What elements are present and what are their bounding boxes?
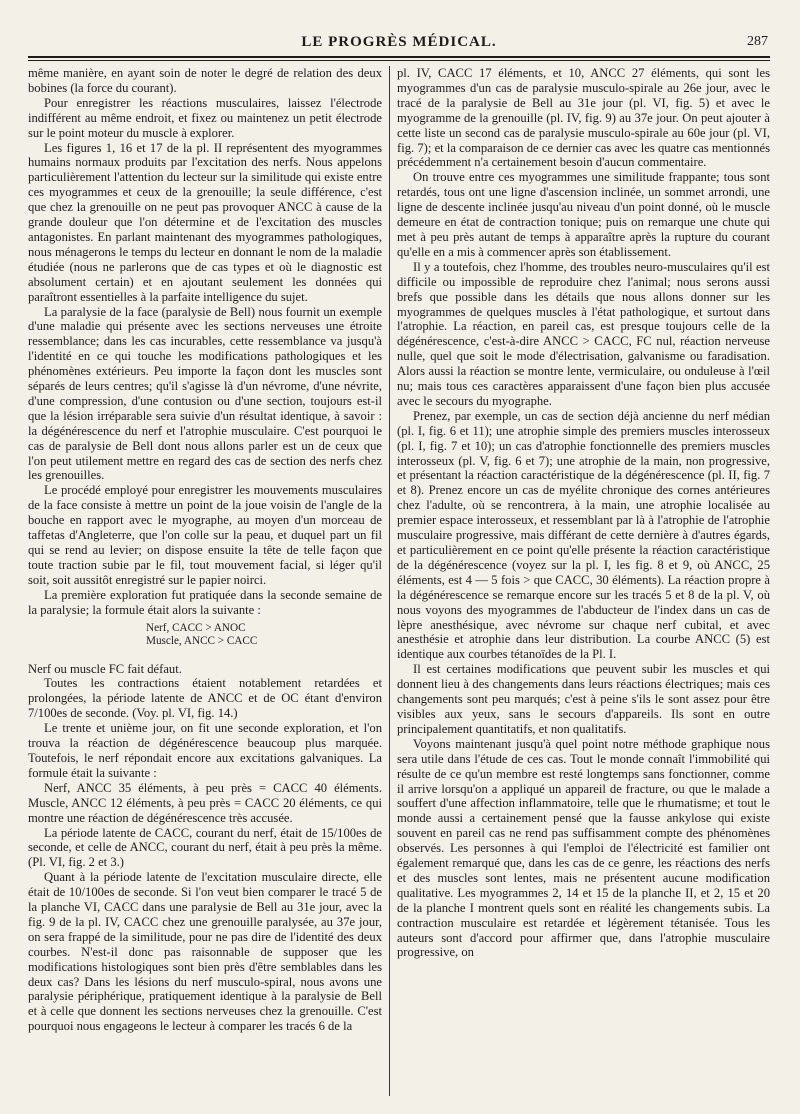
right-column <box>397 66 770 1096</box>
paragraph: La première exploration fut pratiquée dans la seconde semaine de la paralysie; la formule était alors la suivante : <box>28 587 382 617</box>
left-column <box>28 66 382 1096</box>
paragraph: Le trente et unième jour, on fit une seconde exploration, et l'on trouva la réaction de dégénérescence beaucoup plus marquée. Toutefois, le nerf répondait encore aux excitations galvaniques. La formule était la suivante : <box>28 721 382 780</box>
journal-title: LE PROGRÈS MÉDICAL. <box>301 34 497 50</box>
paragraph: Nerf, ANCC 35 éléments, à peu près = CACC 40 éléments. Muscle, ANCC 12 éléments, à peu près = CACC 20 éléments, ce qui montre une réaction de dégénérescence très accusée. <box>28 780 382 825</box>
column-divider <box>389 66 390 1096</box>
formula-block <box>146 622 382 648</box>
paragraph: Voyons maintenant jusqu'à quel point notre méthode graphique nous sera utile dans l'étude de ces cas. Tout le monde connaît l'immobilité qui résulte de ce qu'un membre est resté longtemps sans fonctionner, comme il arrive lorsqu'on a appliqué un appareil de fracture, ou que le malade a souffert d'une affection inflammatoire, telle que le rhumatisme; et tout le monde aussi a certainement pensé que la fausse ankylose qui existe souvent en pareil cas ne rend pas suffisamment compte des phénomènes observés. Les personnes à qui l'emploi de l'électricité est familier ont également remarqué que, dans les cas de ce genre, les réactions des nerfs et des muscles sont lentes, mais ne présentent aucune modification qualitative. Les myogrammes 2, 14 et 15 de la planche II, et 2, 15 et 20 de la planche I montrent quels sont en réalité les changements subis. La contraction musculaire est retardée et légèrement tétanisée. Tous les auteurs sont d'accord pour affirmer que, dans l'atrophie musculaire progressive, on <box>397 736 770 960</box>
header-rule <box>28 56 770 58</box>
formula-line: Nerf, CACC > ANOC <box>146 621 246 634</box>
paragraph: Le procédé employé pour enregistrer les mouvements musculaires de la face consiste à mettre un point de la joue voisin de l'angle de la bouche en rapport avec le myographe, au moyen d'un morceau de taffetas d'Angleterre, que l'on colle sur la peau, et duquel part un fil qui se rend au levier; on dispose ensuite la tête de telle façon que toute traction subie par le fil, tout mouvement facial, si léger qu'il soit, soit aussitôt enregistré sur le papier noirci. <box>28 483 382 587</box>
paragraph: Il y a toutefois, chez l'homme, des troubles neuro-musculaires qu'il est difficile ou impossible de reproduire chez l'animal; nous serons aussi brefs que possible dans les détails que nous allons donner sur les myogrammes de quelques muscles à l'état pathologique, et surtout dans l'atrophie. La réaction, en pareil cas, est presque toujours celle de la dégénérescence, c'est-à-dire ANCC > CACC, FC nul, réaction nerveuse nulle, quel que soit le mode d'électrisation, galvanisme ou faradisation. Alors aussi la réaction se montre lente, vermiculaire, ou onduleuse à l'œil nu; mais tous ces caractères apparaissent d'une façon bien plus accusée avec le secours du myographe. <box>397 259 770 408</box>
formula-line: Muscle, ANCC > CACC <box>146 634 258 647</box>
paragraph: Toutes les contractions étaient notablement retardées et prolongées, la période latente de ANCC et de OC étant d'environ 7/100es de seconde. (Voy. pl. VI, fig. 14.) <box>28 676 382 721</box>
paragraph: Pour enregistrer les réactions musculaires, laissez l'électrode indifférent au même endroit, et fixez ou maintenez un petit électrode sur le point moteur du muscle à explorer. <box>28 95 382 140</box>
paragraph: La période latente de CACC, courant du nerf, était de 15/100es de seconde, et celle de ANCC, courant du nerf, était à peu près la même. (Pl. VI, fig. 2 et 3.) <box>28 825 382 870</box>
paragraph: Nerf ou muscle FC fait défaut. <box>28 661 182 676</box>
paragraph: La paralysie de la face (paralysie de Bell) nous fournit un exemple d'une maladie qui présente avec les sections nerveuses une étroite ressemblance; dans les cas incurables, cette ressemblance va jusqu'à l'identité en ce qui touche les modifications pathologiques et les phénomènes extérieurs. Peu importe la façon dont les muscles sont séparés de leurs centres; qu'il s'agisse là d'un névrome, d'une névrite, d'une compression, d'une contusion ou d'une section, toujours est-il que la lésion irréparable sera suivie d'un résultat identique, à savoir : la dégénérescence du nerf et l'atrophie musculaire. C'est pourquoi le cas de paralysie de Bell dont nous allons parler est un de ceux que l'on peut utilement mettre en regard des cas de section des nerfs chez les grenouilles. <box>28 304 382 483</box>
paragraph: pl. IV, CACC 17 éléments, et 10, ANCC 27 éléments, qui sont les myogrammes d'un cas de paralysie musculo-spirale au 26e jour, avec le tracé de la paralysie de Bell au 31e jour (pl. VI, fig. 5) et avec le myogramme de la grenouille (pl. IV, fig. 9) au 37e jour. On peut ajouter à cette liste un second cas de paralysie musculo-spirale au 60e jour (pl. VI, fig. 7); et la comparaison de ce dernier cas avec les quatre cas mentionnés précédemment n'a certainement besoin d'aucun commentaire. <box>397 66 770 170</box>
paragraph: Il est certaines modifications que peuvent subir les muscles et qui donnent lieu à des changements dans leurs réactions électriques; mais ces changements sont peu marqués; c'est à peine s'ils le sont assez pour être visibles aux yeux, sans le secours d'appareils. Ils sont en outre principalement quantitatifs, et non qualitatifs. <box>397 662 770 736</box>
paragraph: Les figures 1, 16 et 17 de la pl. II représentent des myogrammes humains normaux produits par l'excitation des nerfs. Nous appelons particulièrement l'attention du lecteur sur la similitude qui existe entre ces myogrammes et ceux de la grenouille; la seule différence, c'est que chez la grenouille on ne peut pas provoquer ANCC à cause de la grande douleur que l'on détermine et de l'excitation des muscles antagonistes. En parlant maintenant des myogrammes pathologiques, nous ménagerons le temps du lecteur en donnant le nom de la maladie étudiée (nous ne parlerons que de cas types et où le diagnostic est absolument certain) et en ajoutant seulement les données qui paraîtront essentielles à la parfaite intelligence du sujet. <box>28 140 382 304</box>
running-header <box>28 34 770 56</box>
paragraph: On trouve entre ces myogrammes une similitude frappante; tous sont retardés, tous ont une ligne d'ascension inclinée, un sommet arrondi, une ligne de descente inclinée jusqu'au niveau d'un point donné, où le muscle demeure en état de contraction tonique; puis on remarque une chute qui met à peu près autant de temps à apparaître après la rupture du courant qu'elle en a mis à commencer après son établissement. <box>397 170 770 259</box>
paragraph: même manière, en ayant soin de noter le degré de relation des deux bobines (la force du courant). <box>28 66 382 95</box>
paragraph: Quant à la période latente de l'excitation musculaire directe, elle était de 10/100es de seconde. Si l'on veut bien comparer le tracé 5 de la planche VI, CACC dans une paralysie de Bell au 31e jour, avec la fig. 9 de la pl. IV, CACC chez une grenouille paralysée, au 37e jour, on sera frappé de la similitude, pour ne pas dire de l'identité des deux courbes. N'est-il donc pas raisonnable de supposer que les modifications histologiques sont bien près d'être semblables dans les deux cas? Dans les lésions du nerf musculo-spiral, nous avons une paralysie périphérique, pratiquement identique à la paralysie de Bell et à celle que donnent les sections nerveuses chez la grenouille. C'est pourquoi nous engageons le lecteur à comparer les tracés 6 de la <box>28 870 382 1034</box>
header-rule-thin <box>28 60 770 61</box>
page-number: 287 <box>747 34 768 49</box>
paragraph: Prenez, par exemple, un cas de section déjà ancienne du nerf médian (pl. I, fig. 6 et 11); une atrophie simple des premiers muscles interosseux (pl. I, fig. 7 et 10); un cas d'atrophie fonctionnelle des premiers muscles interosseux (pl. V, fig. 6 et 7); une atrophie de la main, non progressive, et présentant la réaction caractéristique de la dégénérescence (pl. II, fig. 7 et 8). Prenez encore un cas de myélite chronique des cornes antérieures chez l'adulte, où se rencontrera, à la main, une atrophie localisée au premier espace interosseux, et ressemblant par là à l'atrophie de l'atrophie musculaire progressive, mais différant de cette dernière à d'autres égards, et particulièrement en ce point qu'elle présente la réaction caractéristique de la dégénérescence (voyez sur la pl. I, les fig. 8 et 9, où ANCC, 25 éléments, est 4 — 5 fois > que CACC, 30 éléments). La réaction propre à la dégénérescence se remarque encore sur les tracés 5 et 8 de la pl. V, où nous voyons des myogrammes de l'abducteur de l'index dans un cas de lèpre anesthésique, avec névrome sur chaque nerf cubital, et avec anesthésie et atrophie dans leur distribution. La courbe ANCC (5) est identique aux courbes tétanoïdes de la Pl. I. <box>397 408 770 662</box>
